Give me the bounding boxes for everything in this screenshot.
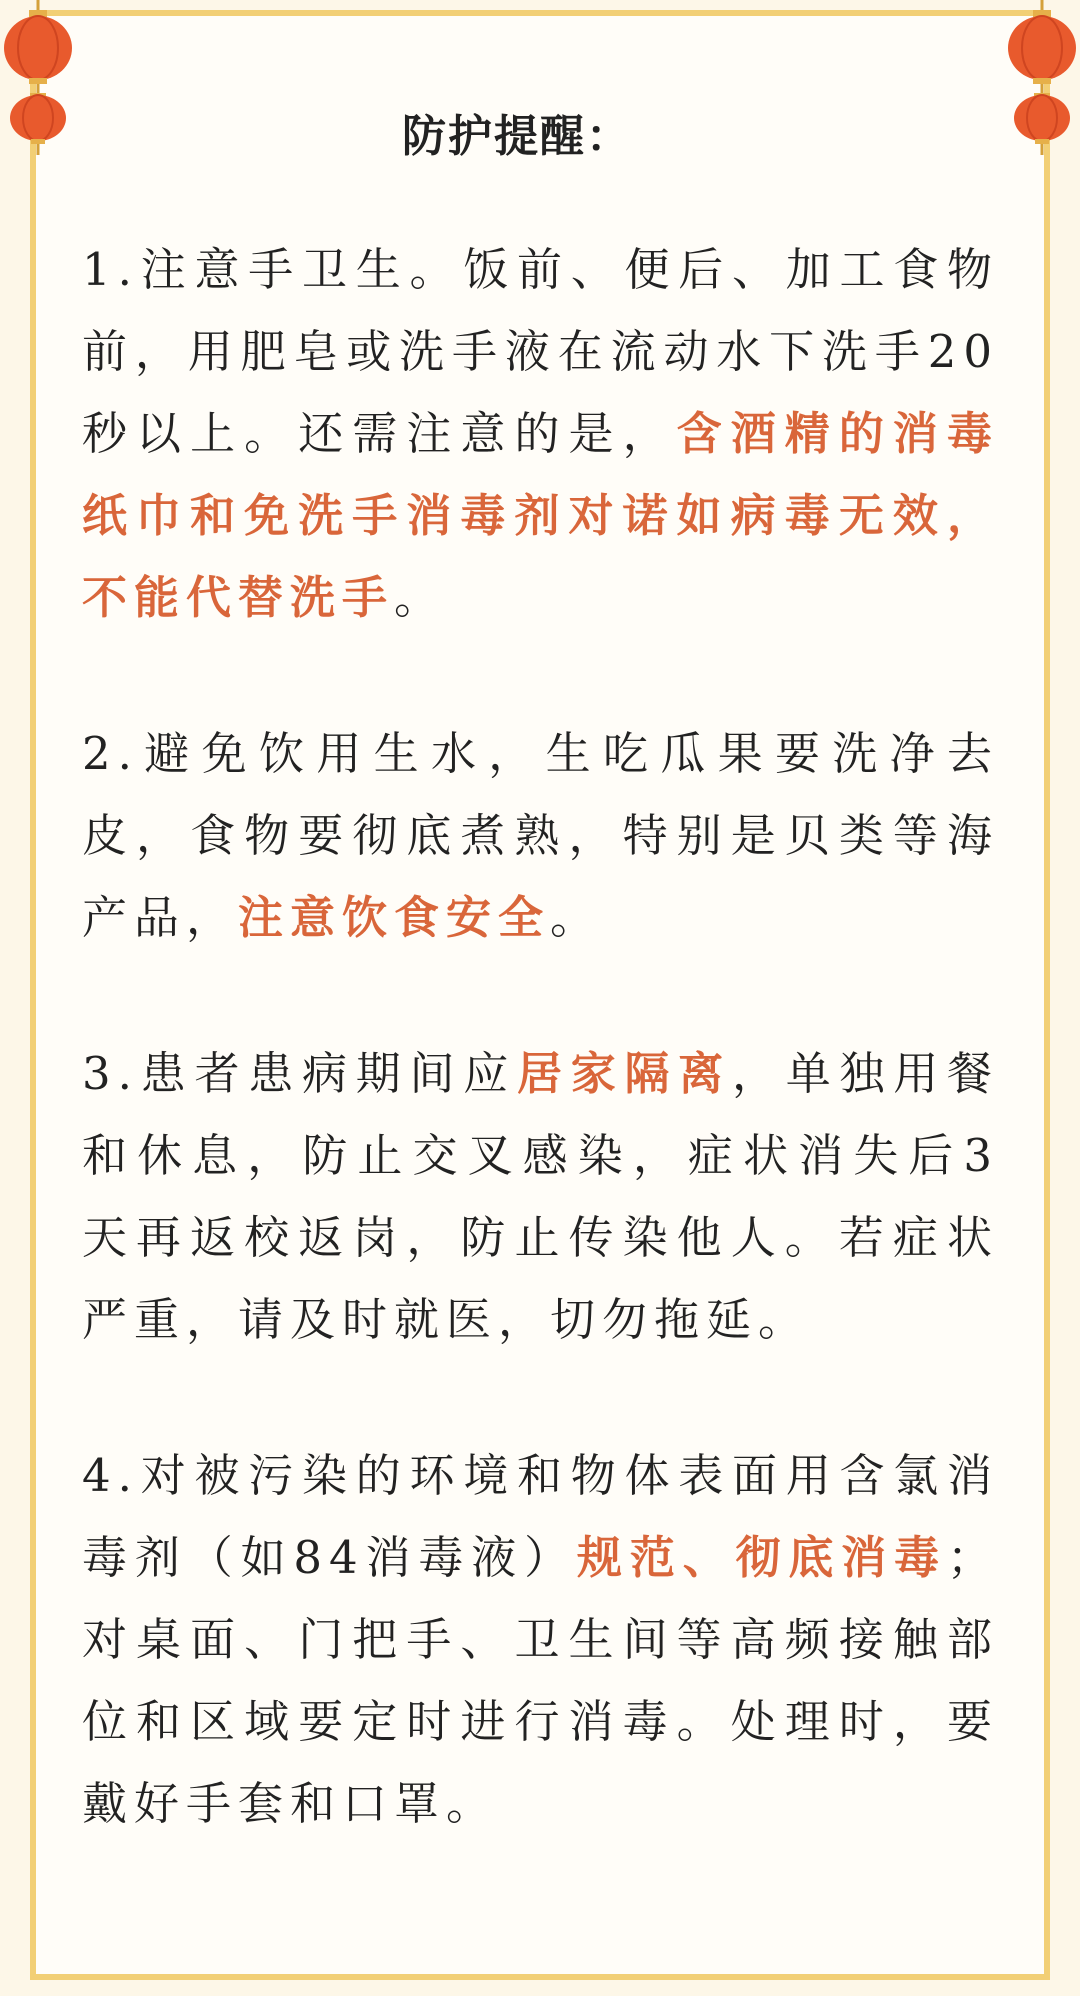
lantern-icon <box>0 0 76 155</box>
tip-3-highlight: 居家隔离 <box>516 1047 732 1100</box>
tip-4-highlight: 规范、彻底消毒 <box>576 1531 947 1584</box>
tip-1-text-b: 。 <box>394 571 447 624</box>
lantern-icon <box>1004 0 1080 155</box>
tip-4-text-b: ；对桌面、门把手、卫生间等高频接触部位和区域要定时进行消毒。处理时，要戴好手套和口罩。 <box>82 1531 999 1830</box>
tip-2-text-b: 。 <box>550 891 603 944</box>
left-lantern-decoration <box>0 0 76 155</box>
tip-4-text-a: 4.对被污染的环境和物体表面用含氯消毒剂（如84消毒液） <box>82 1449 999 1584</box>
content <box>82 105 999 1919</box>
tip-3-text-b: ，单独用餐和休息，防止交叉感染，症状消失后3天再返校返岗，防止传染他人。若症状严重，请及时就医，切勿拖延。 <box>82 1047 999 1346</box>
right-lantern-decoration <box>1004 0 1080 155</box>
tip-2 <box>82 713 999 959</box>
tip-1 <box>82 229 999 639</box>
tip-1-text-a: 1.注意手卫生。饭前、便后、加工食物前，用肥皂或洗手液在流动水下洗手20秒以上。还需注意的是， <box>82 243 999 460</box>
page-title: 防护提醒： <box>402 111 632 162</box>
tip-2-text-a: 2.避免饮用生水，生吃瓜果要洗净去皮，食物要彻底煮熟，特别是贝类等海产品， <box>82 727 999 944</box>
tip-4 <box>82 1435 999 1845</box>
tip-3 <box>82 1033 999 1361</box>
tip-2-highlight: 注意饮食安全 <box>238 891 551 944</box>
tip-3-text-a: 3.患者患病期间应 <box>82 1047 517 1100</box>
tip-1-highlight: 含酒精的消毒纸巾和免洗手消毒剂对诺如病毒无效，不能代替洗手 <box>82 407 999 624</box>
